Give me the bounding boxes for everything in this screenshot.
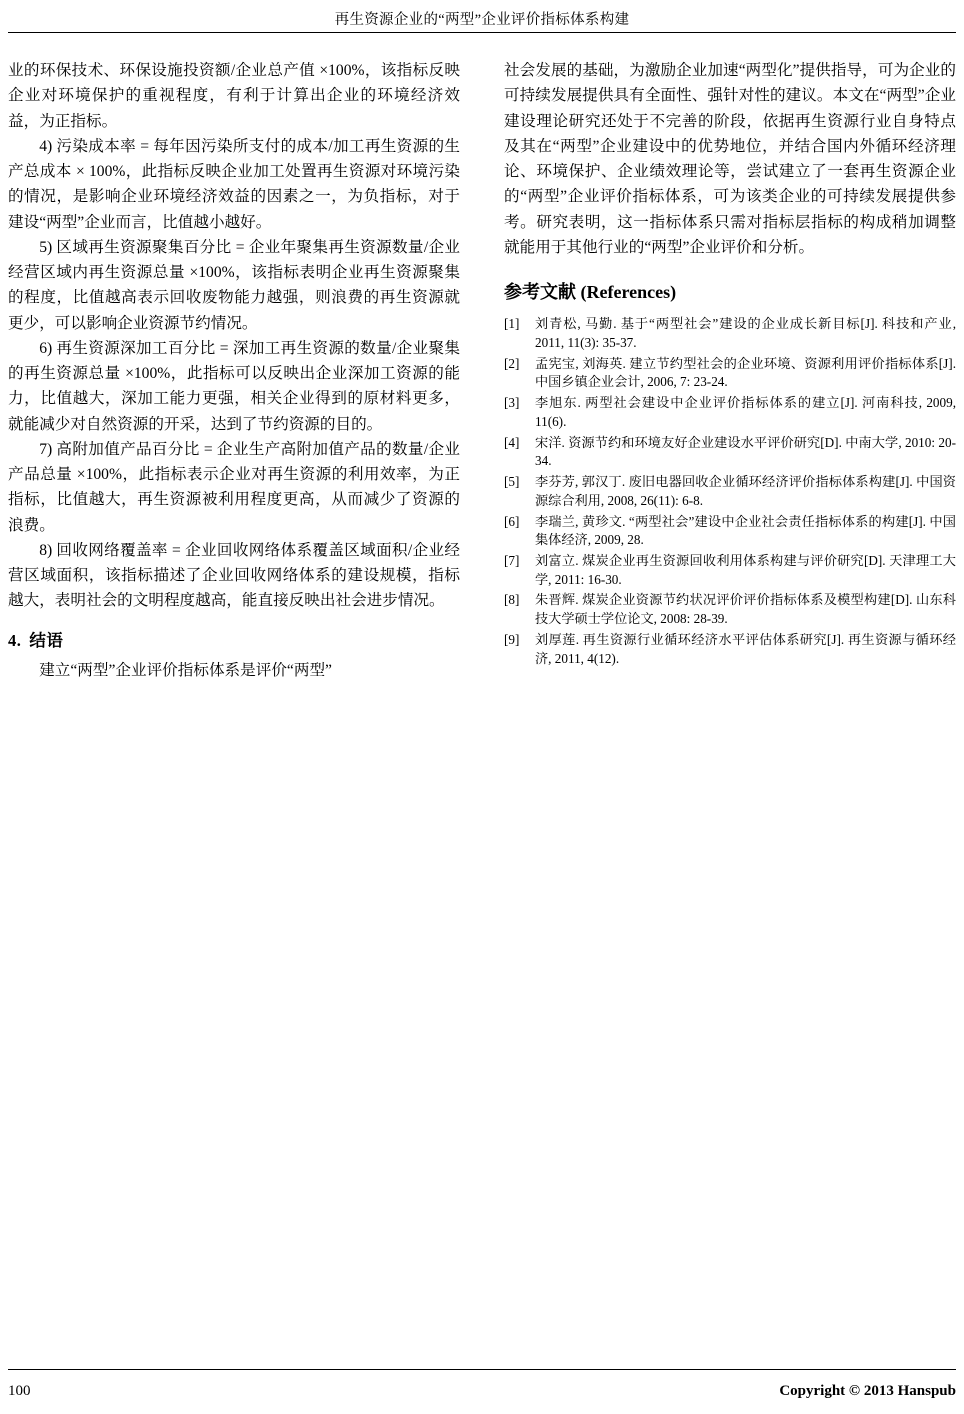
list-item bbox=[504, 434, 956, 471]
list-item bbox=[504, 631, 956, 668]
body-paragraph: 7) 高附加值产品百分比 = 企业生产高附加值产品的数量/企业产品总量 ×100%，此指标表示企业对再生资源的利用效率，为正指标，比值越大，再生资源被利用程度更高，从而减少了资源的浪费。 bbox=[8, 440, 460, 534]
footer-divider bbox=[8, 1369, 956, 1370]
list-item bbox=[504, 552, 956, 589]
left-column bbox=[8, 58, 460, 683]
body-paragraph: 建立“两型”企业评价指标体系是评价“两型” bbox=[39, 662, 332, 680]
reference-text: 李芬芳, 郭汉丁. 废旧电器回收企业循环经济评价指标体系构建[J]. 中国资源综合利用, 2008, 26(11): 6-8. bbox=[535, 474, 956, 508]
reference-tag: [3] bbox=[504, 395, 520, 411]
body-paragraph: 5) 区域再生资源聚集百分比 = 企业年聚集再生资源数量/企业经营区域内再生资源总量 ×100%，该指标表明企业再生资源聚集的程度，比值越高表示回收废物能力越强，则浪费的再生资源就更少，可以影响企业资源节约情况。 bbox=[8, 238, 460, 332]
body-paragraph: 社会发展的基础，为激励企业加速“两型化”提供指导，可为企业的可持续发展提供具有全面性、强针对性的建议。本文在“两型”企业建设理论研究还处于不完善的阶段，依据再生资源行业自身特点及其在“两型”企业建设中的优势地位，并结合国内外循环经济理论、环境保护、企业绩效理论等，尝试建立了一套再生资源企业的“两型”企业评价指标体系，可为该类企业的可持续发展提供参考。研究表明，这一指标体系只需对指标层指标的构成稍加调整就能用于其他行业的“两型”企业评价和分析。 bbox=[504, 62, 956, 256]
list-item bbox=[504, 394, 956, 431]
body-paragraph: 4) 污染成本率 = 每年因污染所支付的成本/加工再生资源的生产总成本 × 100%，此指标反映企业加工处置再生资源对环境污染的情况，是影响企业环境经济效益的因素之一，为负指标，对于建设“两型”企业而言，比值越小越好。 bbox=[8, 137, 460, 231]
reference-list bbox=[504, 315, 956, 668]
reference-text: 孟宪宝, 刘海英. 建立节约型社会的企业环境、资源利用评价指标体系[J]. 中国乡镇企业会计, 2006, 7: 23-24. bbox=[535, 355, 956, 390]
reference-text: 朱晋辉. 煤炭企业资源节约状况评价评价指标体系及模型构建[D]. 山东科技大学硕士学位论文, 2008: 28-39. bbox=[535, 592, 956, 627]
reference-tag: [4] bbox=[504, 434, 520, 450]
references-heading-zh: 参考文献 bbox=[504, 282, 576, 302]
section-heading bbox=[8, 628, 460, 655]
list-item bbox=[504, 513, 956, 550]
reference-tag: [1] bbox=[504, 316, 520, 332]
list-item bbox=[504, 315, 956, 352]
reference-text: 刘富立. 煤炭企业再生资源回收利用体系构建与评价研究[D]. 天津理工大学, 2011: 16-30. bbox=[535, 552, 956, 587]
reference-tag: [8] bbox=[504, 592, 520, 608]
section-number: 4. bbox=[8, 630, 22, 650]
reference-text: 刘青松, 马勤. 基于“两型社会”建设的企业成长新目标[J]. 科技和产业, 2011, 11(3): 35-37. bbox=[535, 316, 956, 350]
list-item bbox=[504, 591, 956, 628]
body-paragraph: 业的环保技术、环保设施投资额/企业总产值 ×100%，该指标反映企业对环境保护的重视程度，有利于计算出企业的环境经济效益，为正指标。 bbox=[8, 62, 460, 130]
reference-tag: [9] bbox=[504, 631, 520, 647]
running-head: 再生资源企业的“两型”企业评价指标体系构建 bbox=[334, 12, 630, 28]
right-column bbox=[504, 58, 956, 670]
reference-text: 刘厚莲. 再生资源行业循环经济水平评估体系研究[J]. 再生资源与循环经济, 2011, 4(12). bbox=[535, 631, 956, 666]
reference-tag: [7] bbox=[504, 552, 520, 568]
reference-tag: [5] bbox=[504, 474, 520, 490]
page-number: 100 bbox=[8, 1383, 31, 1399]
reference-text: 宋洋. 资源节约和环境友好企业建设水平评价研究[D]. 中南大学, 2010: 20-34. bbox=[535, 434, 956, 469]
reference-text: 李旭东. 两型社会建设中企业评价指标体系的建立[J]. 河南科技, 2009, 11(6). bbox=[535, 395, 956, 429]
references-heading-en: (References) bbox=[580, 282, 677, 302]
reference-tag: [6] bbox=[504, 513, 520, 529]
body-paragraph: 8) 回收网络覆盖率 = 企业回收网络体系覆盖区域面积/企业经营区域面积，该指标描述了企业回收网络体系的建设规模，指标越大，表明社会的文明程度越高，能直接反映出社会进步情况。 bbox=[8, 541, 460, 610]
header-divider bbox=[8, 32, 956, 33]
list-item bbox=[504, 355, 956, 392]
body-paragraph: 6) 再生资源深加工百分比 = 深加工再生资源的数量/企业聚集的再生资源总量 ×100%，此指标可以反映出企业深加工资源的能力，比值越大，深加工能力更强，相关企业得到的原材料更多，就能减少对自然资源的开采，达到了节约资源的目的。 bbox=[8, 339, 460, 433]
section-title: 结语 bbox=[29, 630, 64, 650]
copyright-notice: Copyright © 2013 Hanspub bbox=[779, 1383, 956, 1399]
reference-text: 李瑞兰, 黄珍文. “两型社会”建设中企业社会责任指标体系的构建[J]. 中国集体经济, 2009, 28. bbox=[535, 513, 956, 548]
list-item bbox=[504, 473, 956, 510]
reference-tag: [2] bbox=[504, 355, 520, 371]
references-heading bbox=[504, 278, 956, 307]
